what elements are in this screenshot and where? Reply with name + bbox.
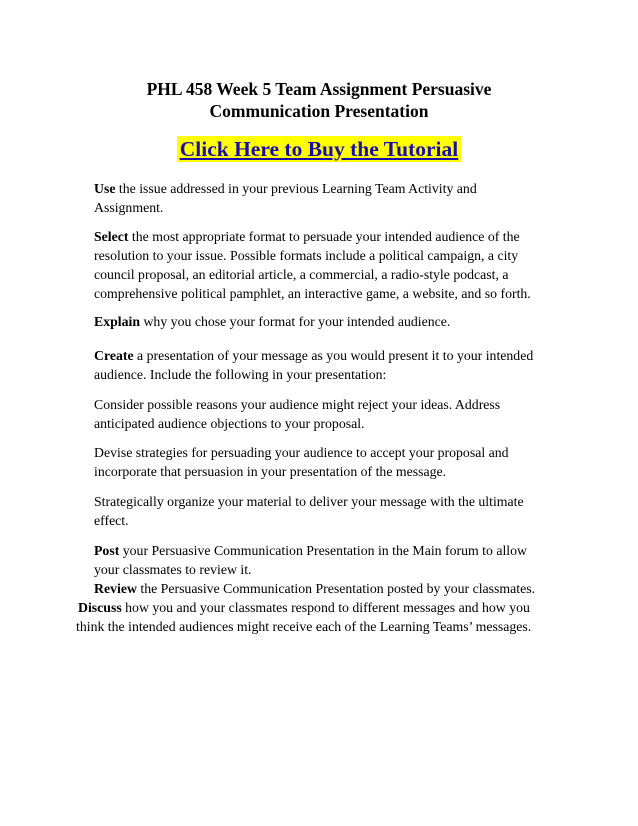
paragraph-consider <box>94 395 574 433</box>
paragraph-text: think the intended audiences might receive each of the Learning Teams’ messages. <box>76 619 532 634</box>
paragraph-text: the most appropriate format to persuade your intended audience of the <box>128 229 520 244</box>
keyword-discuss: Discuss <box>78 600 122 615</box>
paragraph-text: the issue addressed in your previous Learning Team Activity and <box>115 181 477 196</box>
paragraph-text: resolution to your issue. Possible formats include a political campaign, a city <box>94 248 519 263</box>
review-line <box>76 581 535 596</box>
paragraph-create <box>94 346 574 384</box>
paragraph-post <box>94 541 574 579</box>
paragraph-text: the Persuasive Communication Presentation posted by your classmates. <box>136 581 536 596</box>
keyword-create: Create <box>94 348 134 363</box>
paragraph-text: how you and your classmates respond to different messages and how you <box>121 600 530 615</box>
paragraph-text: comprehensive political pamphlet, an interactive game, a website, and so forth. <box>94 286 531 301</box>
paragraph-text: audience. Include the following in your presentation: <box>94 367 387 382</box>
discuss-line <box>76 600 530 615</box>
paragraph-use <box>94 179 574 217</box>
paragraph-text: why you chose your format for your intended audience. <box>140 314 451 329</box>
paragraph-text: Assignment. <box>94 200 164 215</box>
paragraph-text: Consider possible reasons your audience might reject your ideas. Address <box>94 397 501 412</box>
paragraph-text: anticipated audience objections to your proposal. <box>94 416 365 431</box>
paragraph-text: a presentation of your message as you would present it to your intended <box>133 348 534 363</box>
paragraph-text: effect. <box>94 513 129 528</box>
paragraph-text: incorporate that persuasion in your presentation of the message. <box>94 464 447 479</box>
keyword-post: Post <box>94 543 120 558</box>
buy-tutorial-link[interactable]: Click Here to Buy the Tutorial <box>177 136 462 162</box>
keyword-review: Review <box>94 581 137 596</box>
cta-container <box>0 136 638 162</box>
keyword-select: Select <box>94 229 129 244</box>
paragraph-review-discuss <box>76 579 576 636</box>
paragraph-explain <box>94 312 574 331</box>
keyword-use: Use <box>94 181 116 196</box>
paragraph-devise <box>94 443 574 481</box>
paragraph-text: council proposal, an editorial article, a commercial, a radio-style podcast, a <box>94 267 509 282</box>
title-line-2: Communication Presentation <box>209 101 429 121</box>
document-title <box>0 78 638 122</box>
paragraph-text: Strategically organize your material to deliver your message with the ultimate <box>94 494 524 509</box>
paragraph-text: Devise strategies for persuading your audience to accept your proposal and <box>94 445 509 460</box>
title-line-1: PHL 458 Week 5 Team Assignment Persuasive <box>146 79 492 99</box>
paragraph-text: your Persuasive Communication Presentation in the Main forum to allow <box>119 543 528 558</box>
paragraph-text: your classmates to review it. <box>94 562 252 577</box>
paragraph-strategically <box>94 492 574 530</box>
paragraph-select <box>94 227 574 303</box>
keyword-explain: Explain <box>94 314 141 329</box>
